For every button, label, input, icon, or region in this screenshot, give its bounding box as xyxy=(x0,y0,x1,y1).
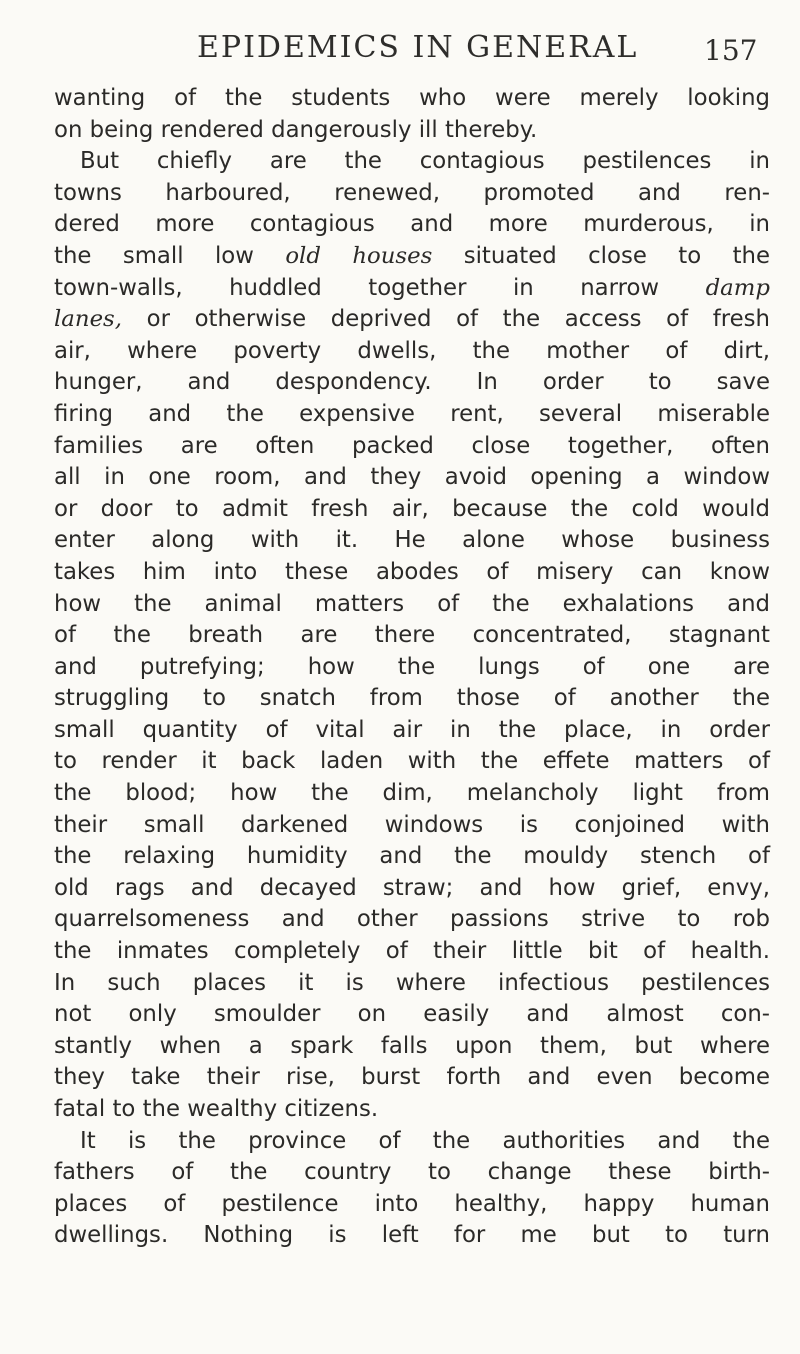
text-line: places of pestilence into healthy, happy human xyxy=(54,1190,770,1217)
text-line: takes him into these abodes of misery can know xyxy=(54,558,770,585)
text-line: families are often packed close together, often xyxy=(54,432,770,459)
text-line: the relaxing humidity and the mouldy stench of xyxy=(54,843,770,870)
text-line: towns harboured, renewed, promoted and ren- xyxy=(54,179,770,206)
page-number: 157 xyxy=(704,34,758,67)
text-line: dered more contagious and more murderous, in xyxy=(54,211,770,238)
text-line: hunger, and despondency. In order to save xyxy=(54,369,770,396)
emphasis-old-houses: old houses xyxy=(285,242,433,269)
text-line: of the breath are there concentrated, stagnant xyxy=(54,622,770,649)
text-line: how the animal matters of the exhalations and xyxy=(54,590,770,617)
text-line: lanes, or otherwise deprived of the access of fresh xyxy=(54,306,770,333)
paragraph-start-line: It is the province of the authorities and the xyxy=(80,1127,770,1154)
text-line: their small darkened windows is conjoined with xyxy=(54,811,770,838)
text-line: small quantity of vital air in the place, in order xyxy=(54,716,770,743)
text-line: quarrelsomeness and other passions strive to rob xyxy=(54,906,770,933)
text-line: dwellings. Nothing is left for me but to turn xyxy=(54,1222,770,1249)
text-line: they take their rise, burst forth and even become xyxy=(54,1064,770,1091)
text-line: air, where poverty dwells, the mother of dirt, xyxy=(54,337,770,364)
text-line: to render it back laden with the effete matters of xyxy=(54,748,770,775)
text-line: all in one room, and they avoid opening a window xyxy=(54,464,770,491)
text-line: the inmates completely of their little bit of health. xyxy=(54,938,770,965)
emphasis-damp: damp xyxy=(705,274,770,301)
text-line: struggling to snatch from those of another the xyxy=(54,685,770,712)
paragraph-start-line: But chiefly are the contagious pestilences in xyxy=(80,148,770,175)
text-line: enter along with it. He alone whose business xyxy=(54,527,770,554)
emphasis-lanes: lanes, xyxy=(54,306,123,333)
text-line: not only smoulder on easily and almost con- xyxy=(54,1001,770,1028)
text-line: old rags and decayed straw; and how grief, envy, xyxy=(54,874,770,901)
text-line: In such places it is where infectious pestilences xyxy=(54,969,770,996)
text-line: stantly when a spark falls upon them, but where xyxy=(54,1032,770,1059)
text-line: or door to admit fresh air, because the cold would xyxy=(54,495,770,522)
text-line: the blood; how the dim, melancholy light from xyxy=(54,780,770,807)
running-head xyxy=(0,30,800,74)
running-title: EPIDEMICS IN GENERAL xyxy=(197,30,639,65)
text-line: wanting of the students who were merely looking xyxy=(54,85,770,111)
text-line: on being rendered dangerously ill thereby. xyxy=(54,116,538,143)
text-line: town-walls, huddled together in narrow damp xyxy=(54,274,770,301)
text-line: and putrefying; how the lungs of one are xyxy=(54,653,770,680)
text-line: the small low old houses situated close to the xyxy=(54,242,770,269)
body-text xyxy=(54,83,770,1252)
text-line: firing and the expensive rent, several miserable xyxy=(54,400,770,427)
text-line: fatal to the wealthy citizens. xyxy=(54,1096,379,1122)
text-line: fathers of the country to change these birth- xyxy=(54,1159,770,1186)
